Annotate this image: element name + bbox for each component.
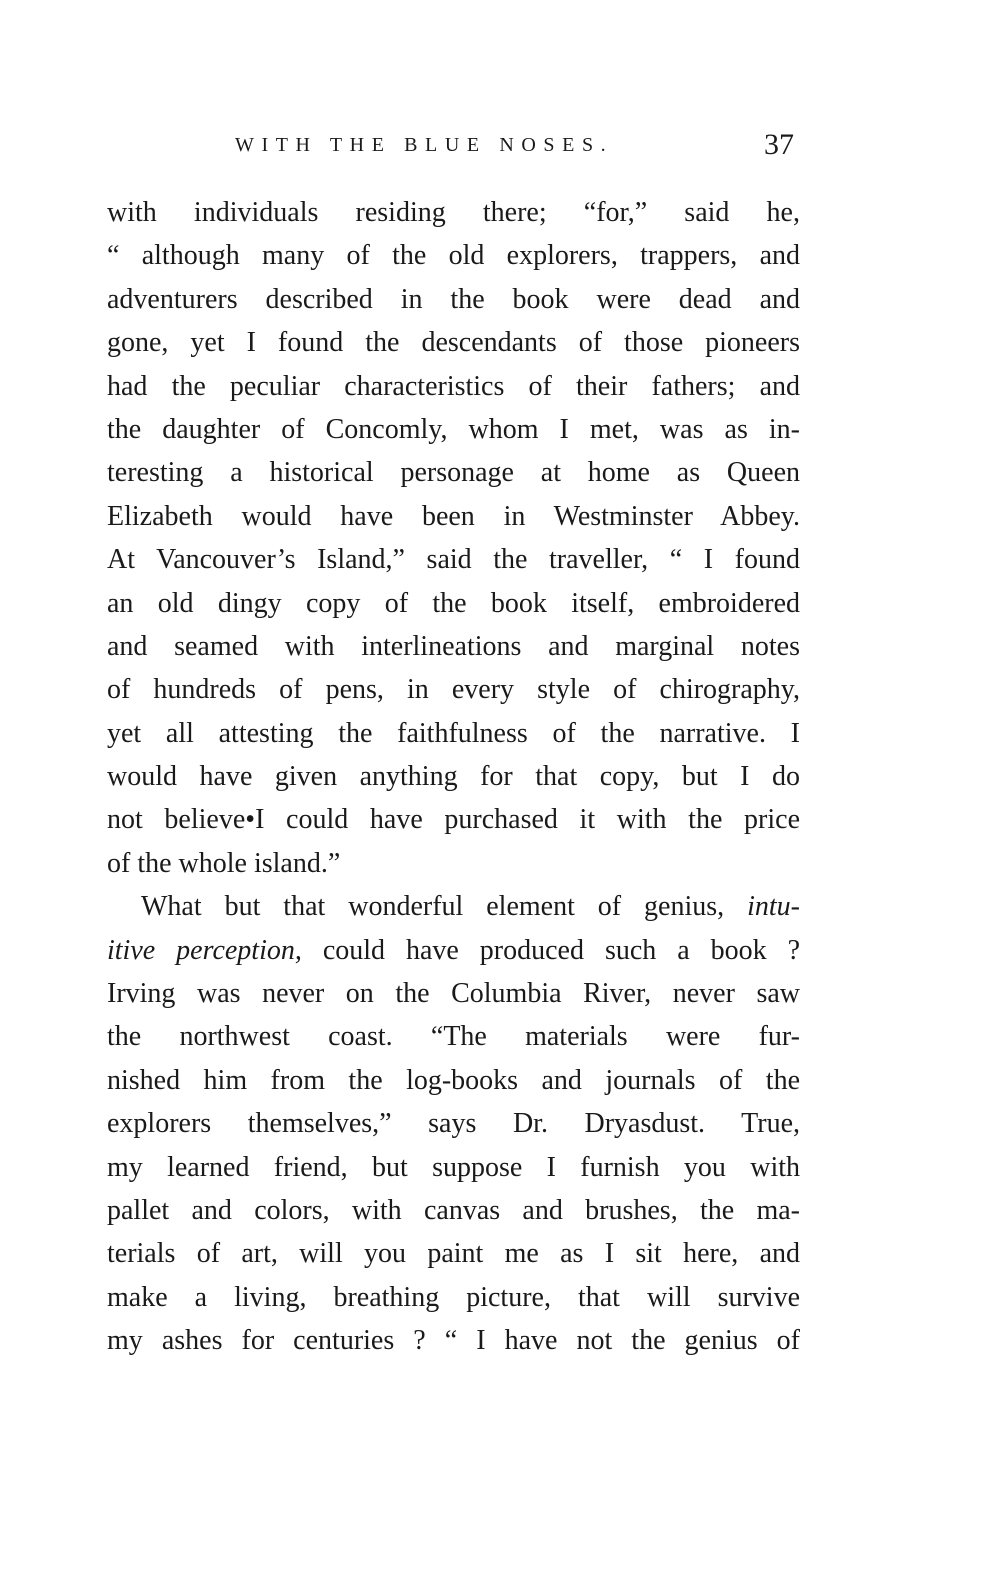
text-line: At Vancouver’s Island,” said the traveller, “ I found (107, 544, 800, 576)
running-title: WITH THE BLUE NOSES. (235, 134, 614, 156)
text-line: nished him from the log-books and journals of the (107, 1064, 800, 1096)
body-text (107, 191, 800, 1363)
text-line: “ although many of the old explorers, trappers, and (107, 240, 800, 272)
text-line: my learned friend, but suppose I furnish you with (107, 1151, 800, 1183)
text-line: an old dingy copy of the book itself, embroidered (107, 587, 800, 619)
text-line: had the peculiar characteristics of their fathers; and (107, 370, 800, 402)
line-text: could have produced such a book ? (301, 934, 800, 966)
text-line: make a living, breathing picture, that will survive (107, 1281, 800, 1313)
text-line: the daughter of Concomly, whom I met, was as in- (107, 413, 800, 445)
italic-text: itive perception, (107, 934, 302, 966)
text-line: and seamed with interlineations and marginal notes (107, 630, 800, 662)
text-line: Irving was never on the Columbia River, never saw (107, 978, 800, 1010)
text-line: my ashes for centuries ? “ I have not the genius of (107, 1325, 800, 1357)
paragraph-2-line-1 (107, 885, 800, 928)
text-line: the northwest coast. “The materials were fur- (107, 1021, 800, 1053)
running-head (107, 128, 800, 168)
text-line: yet all attesting the faithfulness of the narrative. I (107, 717, 800, 749)
paragraph-2-line-2 (107, 929, 800, 972)
text-line: terials of art, will you paint me as I sit here, and (107, 1238, 800, 1270)
italic-text: intu- (747, 891, 800, 923)
line-text: What but that wonderful element of genius, (141, 891, 748, 923)
text-line: pallet and colors, with canvas and brushes, the ma- (107, 1194, 800, 1226)
text-line: with individuals residing there; “for,” said he, (107, 197, 800, 228)
text-line: would have given anything for that copy, but I do (107, 761, 800, 793)
page-number: 37 (764, 128, 794, 161)
text-line: not believe•I could have purchased it with the price (107, 804, 800, 836)
text-line: of the whole island.” (107, 847, 341, 879)
text-line: of hundreds of pens, in every style of chirography, (107, 674, 800, 706)
text-line: adventurers described in the book were dead and (107, 283, 800, 315)
text-line: gone, yet I found the descendants of those pioneers (107, 327, 800, 359)
text-line: Elizabeth would have been in Westminster Abbey. (107, 500, 800, 532)
text-line: explorers themselves,” says Dr. Dryasdust. True, (107, 1108, 800, 1140)
text-line: teresting a historical personage at home as Queen (107, 457, 800, 489)
